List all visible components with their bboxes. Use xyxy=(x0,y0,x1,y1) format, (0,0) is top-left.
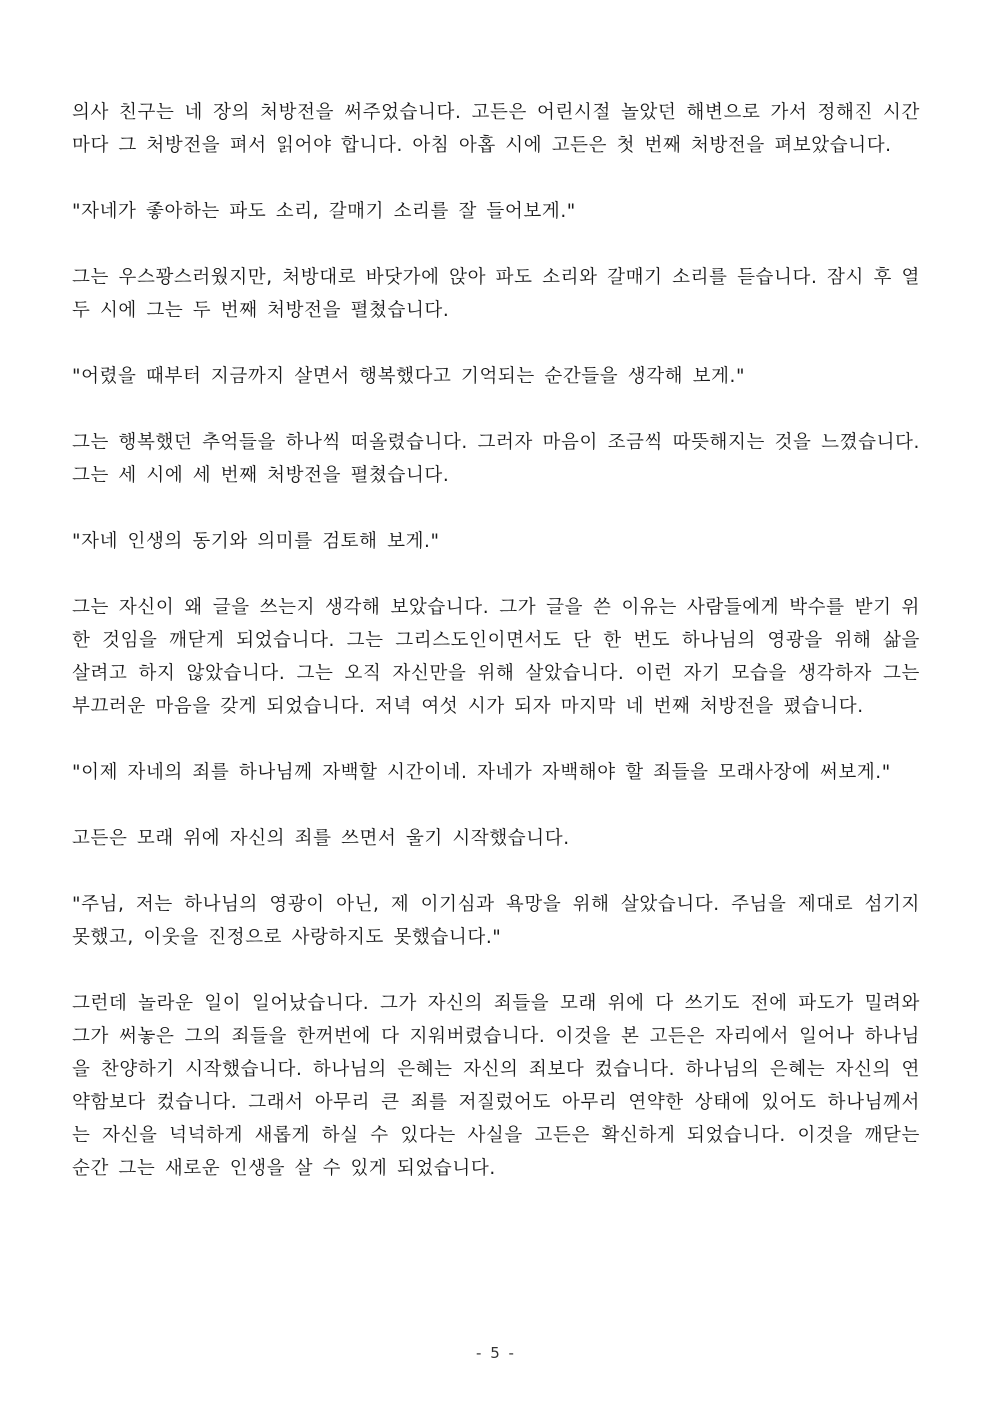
paragraph: 그는 우스꽝스러웠지만, 처방대로 바닷가에 앉아 파도 소리와 갈매기 소리를 듣습니다. 잠시 후 열두 시에 그는 두 번째 처방전을 펼쳤습니다. xyxy=(72,267,920,321)
quote-paragraph: "어렸을 때부터 지금까지 살면서 행복했다고 기억되는 순간들을 생각해 보게." xyxy=(72,366,746,387)
paragraph: 그는 자신이 왜 글을 쓰는지 생각해 보았습니다. 그가 글을 쓴 이유는 사람들에게 박수를 받기 위한 것임을 깨닫게 되었습니다. 그는 그리스도인이면서도 단 한 번도 하나님의 영광을 위해 삶을 살려고 하지 않았습니다. 그는 오직 자신만을 위해 살았습니다. 이런 자기 모습을 생각하자 그는 부끄러운 마음을 갖게 되었습니다. 저녁 여섯 시가 되자 마지막 네 번째 처방전을 폈습니다. xyxy=(72,597,920,717)
document-body xyxy=(72,96,920,1218)
paragraph: 그는 행복했던 추억들을 하나씩 떠올렸습니다. 그러자 마음이 조금씩 따뜻해지는 것을 느꼈습니다. 그는 세 시에 세 번째 처방전을 펼쳤습니다. xyxy=(72,432,920,486)
paragraph: 고든은 모래 위에 자신의 죄를 쓰면서 울기 시작했습니다. xyxy=(72,828,570,849)
quote-paragraph: "주님, 저는 하나님의 영광이 아닌, 제 이기심과 욕망을 위해 살았습니다. 주님을 제대로 섬기지 못했고, 이웃을 진정으로 사랑하지도 못했습니다." xyxy=(72,894,920,948)
paragraph: 의사 친구는 네 장의 처방전을 써주었습니다. 고든은 어린시절 놀았던 해변으로 가서 정해진 시간마다 그 처방전을 펴서 읽어야 합니다. 아침 아홉 시에 고든은 첫 번째 처방전을 펴보았습니다. xyxy=(72,102,920,156)
paragraph: 그런데 놀라운 일이 일어났습니다. 그가 자신의 죄들을 모래 위에 다 쓰기도 전에 파도가 밀려와 그가 써놓은 그의 죄들을 한꺼번에 다 지워버렸습니다. 이것을 본 고든은 자리에서 일어나 하나님을 찬양하기 시작했습니다. 하나님의 은혜는 자신의 죄보다 컸습니다. 하나님의 은혜는 자신의 연약함보다 컸습니다. 그래서 아무리 큰 죄를 저질렀어도 아무리 연약한 상태에 있어도 하나님께서는 자신을 넉넉하게 새롭게 하실 수 있다는 사실을 고든은 확신하게 되었습니다. 이것을 깨닫는 순간 그는 새로운 인생을 살 수 있게 되었습니다. xyxy=(72,993,920,1179)
page-number: - 5 - xyxy=(476,1344,516,1362)
quote-paragraph: "자네가 좋아하는 파도 소리, 갈매기 소리를 잘 들어보게." xyxy=(72,201,576,222)
quote-paragraph: "자네 인생의 동기와 의미를 검토해 보게." xyxy=(72,531,440,552)
quote-paragraph: "이제 자네의 죄를 하나님께 자백할 시간이네. 자네가 자백해야 할 죄들을 모래사장에 써보게." xyxy=(72,762,891,783)
